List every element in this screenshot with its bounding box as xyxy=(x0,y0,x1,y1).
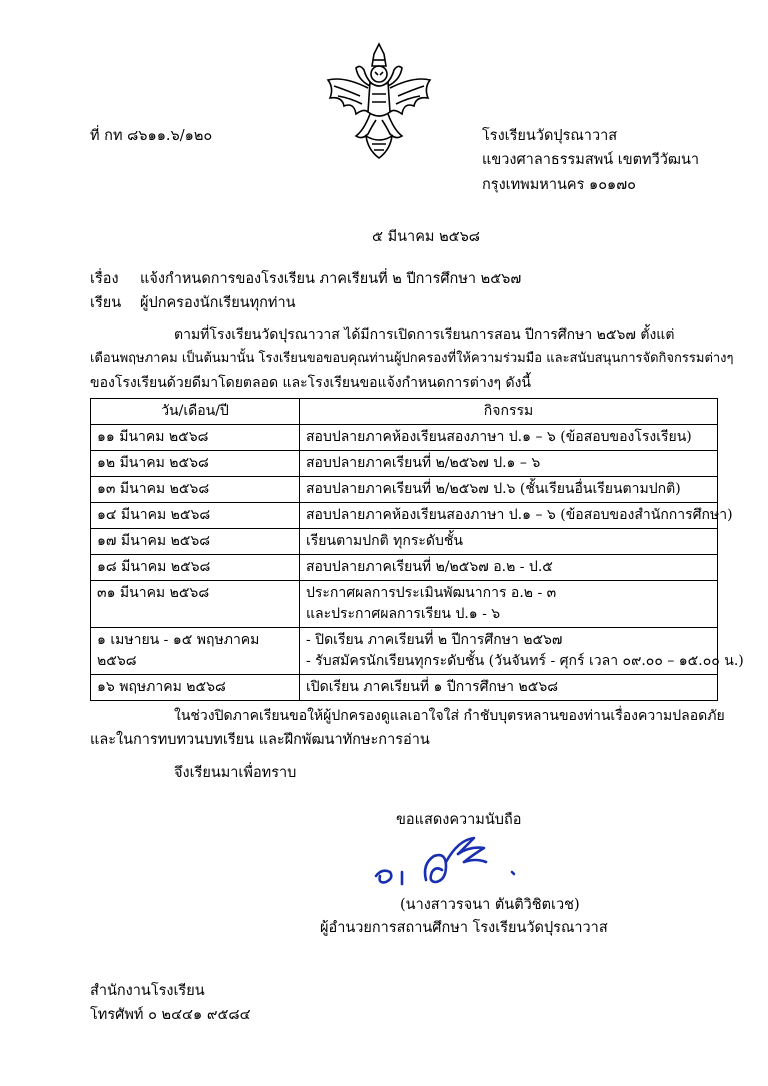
column-header-activity: กิจกรรม xyxy=(300,399,718,425)
table-row xyxy=(91,581,718,628)
activity-line: เปิดเรียน ภาคเรียนที่ ๑ ปีการศึกษา ๒๕๖๘ xyxy=(306,679,558,695)
activity-cell xyxy=(300,503,733,529)
activity-cell xyxy=(300,628,744,675)
activity-line: เรียนตามปกติ ทุกระดับชั้น xyxy=(306,533,463,549)
inform-text: จึงเรียนมาเพื่อทราบ xyxy=(174,765,297,781)
activity-line: สอบปลายภาคเรียนที่ ๒/๒๕๖๗ ป.๖ (ชั้นเรียนอื่นเรียนตามปกติ) xyxy=(306,481,681,497)
table-row xyxy=(91,675,718,701)
table-row xyxy=(91,529,718,555)
table-header-row xyxy=(91,399,718,425)
date-cell: ๑๘ มีนาคม ๒๕๖๘ xyxy=(91,555,300,581)
activity-cell xyxy=(300,675,718,701)
activity-line: สอบปลายภาคห้องเรียนสองภาษา ป.๑ – ๖ (ข้อสอบของโรงเรียน) xyxy=(306,429,692,445)
table-row xyxy=(91,451,718,477)
activity-line: - รับสมัครนักเรียนทุกระดับชั้น (วันจันทร์ - ศุกร์ เวลา ๐๙.๐๐ – ๑๕.๐๐ น.) xyxy=(306,653,744,669)
activity-cell xyxy=(300,477,718,503)
closing-line: ในช่วงปิดภาคเรียนขอให้ผู้ปกครองดูแลเอาใจใส่ กำชับบุตรหลานของท่านเรื่องความปลอดภัย xyxy=(174,708,725,724)
subject-text: แจ้งกำหนดการของโรงเรียน ภาคเรียนที่ ๒ ปีการศึกษา ๒๕๖๗ xyxy=(140,271,522,287)
to-label: เรียน xyxy=(90,295,122,311)
activity-line: สอบปลายภาคเรียนที่ ๒/๒๕๖๗ ป.๑ – ๖ xyxy=(306,455,541,471)
activity-line: สอบปลายภาคห้องเรียนสองภาษา ป.๑ – ๖ (ข้อสอบของสำนักการศึกษา) xyxy=(306,507,733,523)
table-row xyxy=(91,503,718,529)
signer-title: ผู้อำนวยการสถานศึกษา โรงเรียนวัดปุรณาวาส xyxy=(320,920,608,936)
table-row xyxy=(91,628,718,675)
table-row xyxy=(91,555,718,581)
column-header-date: วัน/เดือน/ปี xyxy=(91,399,300,425)
school-city: กรุงเทพมหานคร ๑๐๑๗๐ xyxy=(482,177,636,193)
table-row xyxy=(91,425,718,451)
letter-date: ๕ มีนาคม ๒๕๖๘ xyxy=(372,229,480,245)
activity-cell xyxy=(300,425,718,451)
activity-line: ประกาศผลการประเมินพัฒนาการ อ.๒ - ๓ xyxy=(306,585,557,601)
activity-line: สอบปลายภาคเรียนที่ ๒/๒๕๖๗ อ.๒ - ป.๕ xyxy=(306,559,553,575)
office-name: สำนักงานโรงเรียน xyxy=(90,983,205,999)
date-cell: ๑๔ มีนาคม ๒๕๖๘ xyxy=(91,503,300,529)
activity-line: - ปิดเรียน ภาคเรียนที่ ๒ ปีการศึกษา ๒๕๖๗ xyxy=(306,632,563,648)
activity-cell xyxy=(300,581,718,628)
reference-number: ที่ กท ๘๖๑๑.๖/๑๒๐ xyxy=(90,128,213,144)
subject-label: เรื่อง xyxy=(90,271,119,287)
school-name: โรงเรียนวัดปุรณาวาส xyxy=(482,128,618,144)
school-district: แขวงศาลาธรรมสพน์ เขตทวีวัฒนา xyxy=(482,152,700,168)
closing-line: และในการทบทวนบทเรียน และฝึกพัฒนาทักษะการอ่าน xyxy=(90,732,430,748)
intro-line: ตามที่โรงเรียนวัดปุรณาวาส ได้มีการเปิดการเรียนการสอน ปีการศึกษา ๒๕๖๗ ตั้งแต่ xyxy=(174,327,675,343)
intro-line: เดือนพฤษภาคม เป็นต้นมานั้น โรงเรียนขอขอบคุณท่านผู้ปกครองที่ให้ความร่วมมือ และสนับสนุนการจัดกิจกรรมต่างๆ xyxy=(90,351,734,366)
activity-cell xyxy=(300,555,718,581)
activity-cell xyxy=(300,529,718,555)
activity-cell xyxy=(300,451,718,477)
date-cell: ๑ เมษายน - ๑๕ พฤษภาคม ๒๕๖๘ xyxy=(91,628,300,675)
date-cell: ๓๑ มีนาคม ๒๕๖๘ xyxy=(91,581,300,628)
activity-line: และประกาศผลการเรียน ป.๑ - ๖ xyxy=(306,606,501,622)
intro-line: ของโรงเรียนด้วยดีมาโดยตลอด และโรงเรียนขอแจ้งกำหนดการต่างๆ ดังนี้ xyxy=(90,375,531,391)
date-cell: ๑๗ มีนาคม ๒๕๖๘ xyxy=(91,529,300,555)
date-cell: ๑๑ มีนาคม ๒๕๖๘ xyxy=(91,425,300,451)
to-text: ผู้ปกครองนักเรียนทุกท่าน xyxy=(140,295,296,311)
signature-image xyxy=(362,832,552,902)
schedule-table xyxy=(90,398,744,701)
date-cell: ๑๖ พฤษภาคม ๒๕๖๘ xyxy=(91,675,300,701)
date-cell: ๑๒ มีนาคม ๒๕๖๘ xyxy=(91,451,300,477)
office-phone: โทรศัพท์ ๐ ๒๔๔๑ ๙๕๘๔ xyxy=(90,1007,251,1023)
date-cell: ๑๓ มีนาคม ๒๕๖๘ xyxy=(91,477,300,503)
signer-name: (นางสาวรจนา ตันติวิชิตเวช) xyxy=(400,897,580,913)
regards-text: ขอแสดงความนับถือ xyxy=(396,812,522,828)
garuda-emblem-icon xyxy=(320,40,438,165)
table-row xyxy=(91,477,718,503)
